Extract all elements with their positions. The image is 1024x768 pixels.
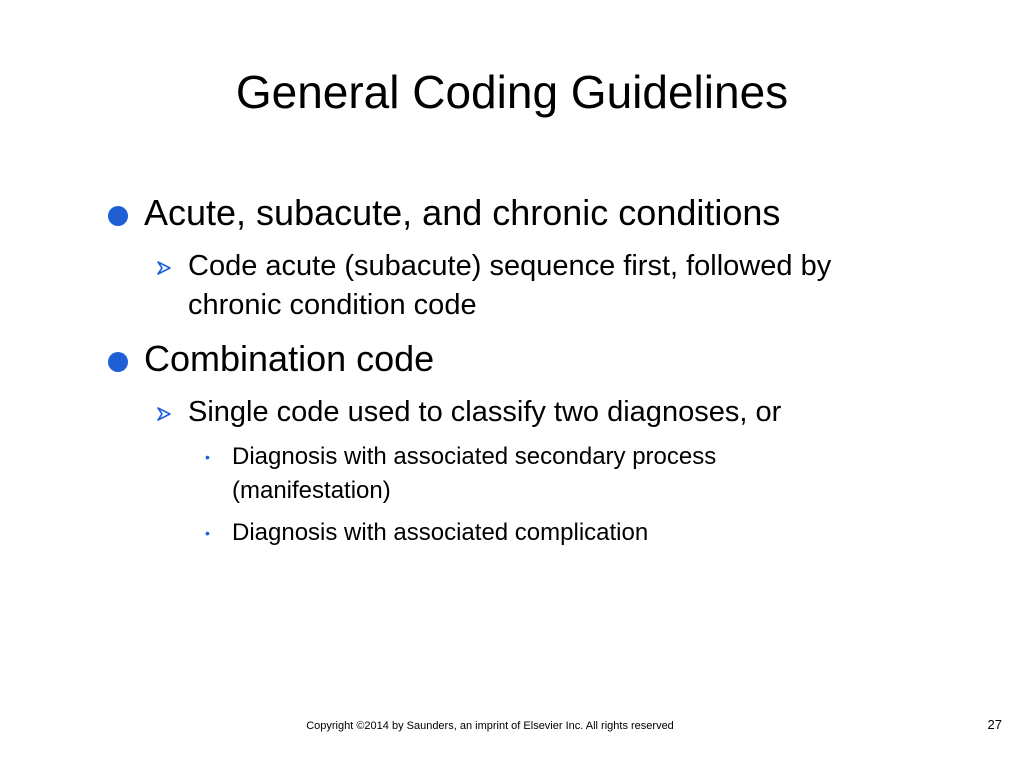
bullet-level1-item: Combination code (144, 338, 435, 379)
small-dot-bullet-icon: • (205, 449, 210, 465)
filled-circle-bullet-icon (108, 206, 128, 226)
bullet-level2-item: Code acute (subacute) sequence first, followed by chronic condition code (188, 250, 832, 321)
arrow-chevron-bullet-icon (155, 405, 173, 423)
bullet-level2-item: Single code used to classify two diagnoses, or (188, 396, 782, 428)
bullet-level1-item: Acute, subacute, and chronic conditions (144, 192, 781, 233)
slide-title: General Coding Guidelines (235, 66, 789, 118)
page-number: 27 (987, 717, 1002, 732)
small-dot-bullet-icon: • (205, 525, 210, 541)
copyright-footer: Copyright ©2014 by Saunders, an imprint of Elsevier Inc. All rights reserved (306, 720, 674, 732)
bullet-level3-item: Diagnosis with associated secondary process (manifestation) (232, 443, 717, 504)
bullet-level3-item: Diagnosis with associated complication (232, 519, 649, 546)
arrow-chevron-bullet-icon (155, 259, 173, 277)
filled-circle-bullet-icon (108, 352, 128, 372)
